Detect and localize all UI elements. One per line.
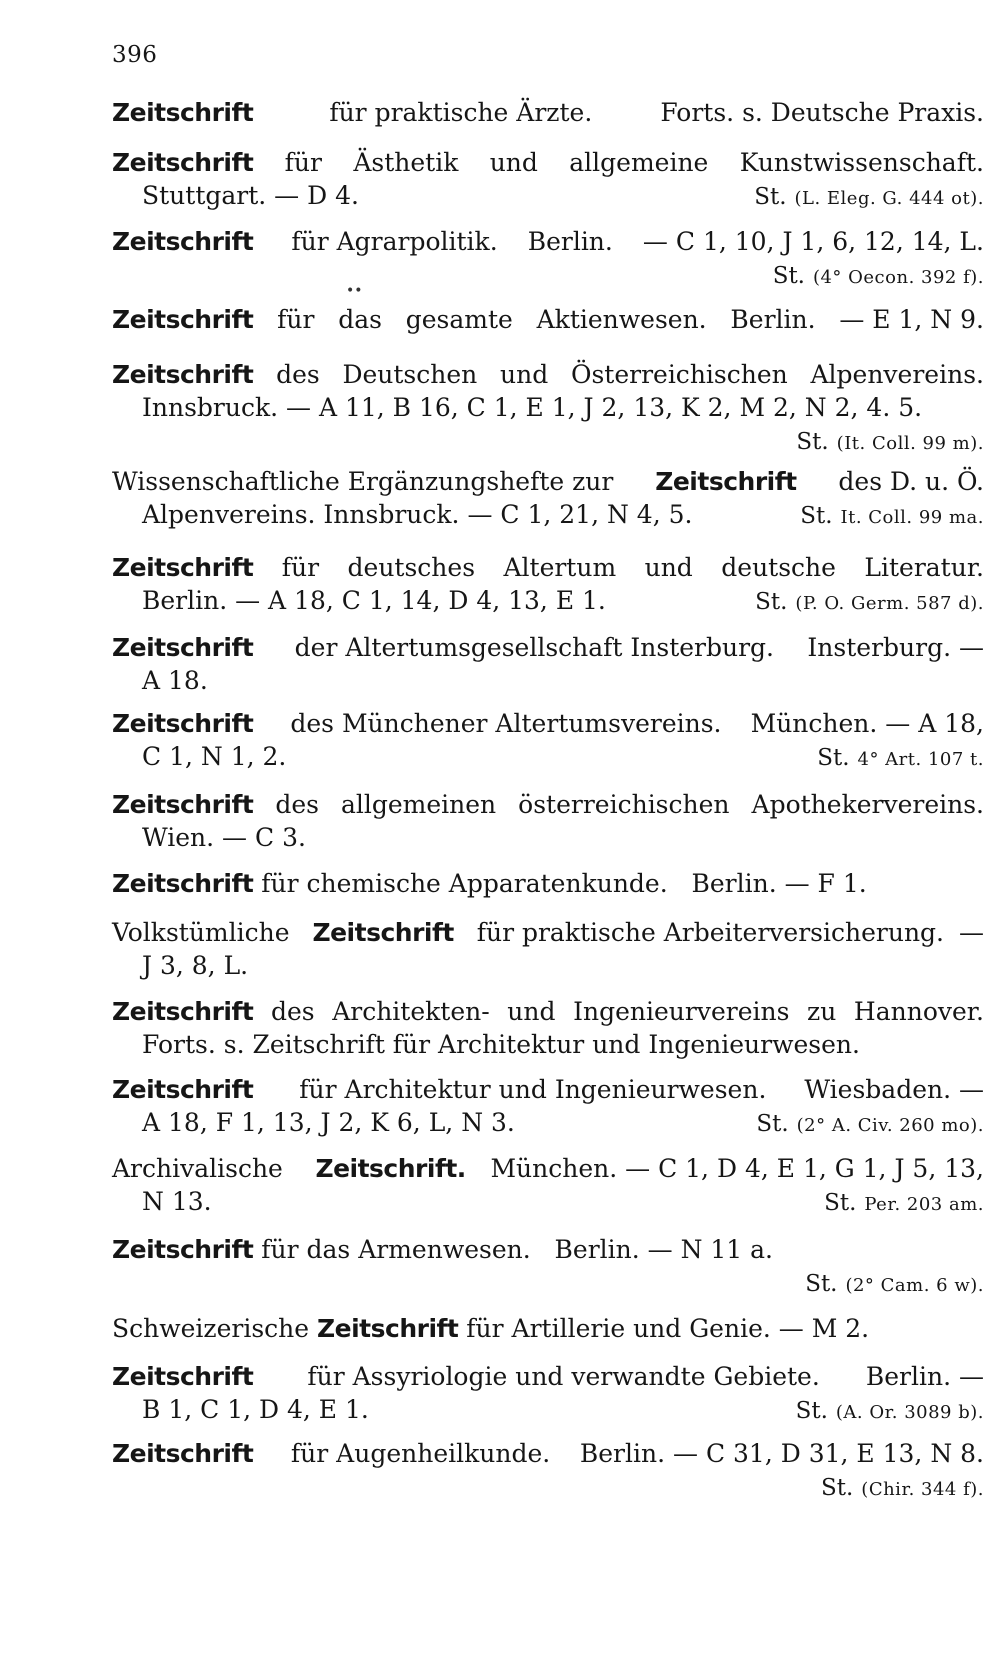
shelfmark-label: St. [756, 1111, 789, 1137]
entry-line-text [142, 1106, 515, 1142]
entry-text: für praktische Ärzte. [321, 98, 593, 127]
entry-line [112, 631, 984, 664]
keyword-zeitschrift: Zeitschrift [112, 790, 254, 819]
keyword-zeitschrift: Zeitschrift [112, 997, 254, 1026]
entry-text: Ästhetik [353, 148, 459, 177]
keyword-zeitschrift: Zeitschrift [112, 98, 254, 127]
entry-line-text [112, 1233, 773, 1266]
entry-line-text [112, 867, 867, 900]
entry-line [112, 740, 984, 776]
keyword-zeitschrift: Zeitschrift [112, 360, 254, 389]
entry-line-text [142, 949, 248, 982]
shelfmark-location: It. Coll. 99 ma. [840, 507, 984, 528]
keyword-zeitschrift: Zeitschrift [112, 227, 254, 256]
catalog-entry [112, 1233, 984, 1302]
entry-line [112, 498, 984, 534]
entry-text: Insterburg. — [807, 633, 984, 662]
keyword-zeitschrift: Zeitschrift [112, 1362, 254, 1391]
entry-text: des [276, 360, 320, 389]
shelfmark-location: (It. Coll. 99 m). [836, 433, 984, 454]
entry-line [112, 465, 984, 498]
entry-text: Kunstwissenschaft. [739, 148, 984, 177]
entry-text: zu [807, 997, 837, 1026]
catalog-entry [112, 631, 984, 697]
shelfmark [800, 498, 984, 534]
shelfmark-label: St. [824, 1190, 857, 1216]
entry-text: das [338, 305, 382, 334]
catalog-entry [112, 96, 984, 129]
shelfmark [796, 1393, 984, 1429]
shelfmark-location: (4° Oecon. 392 f). [812, 267, 984, 288]
entry-line-text [142, 821, 306, 854]
catalog-entry [112, 358, 984, 460]
entry-line-text [142, 1185, 212, 1221]
entry-line [112, 179, 984, 215]
entry-line [112, 949, 984, 982]
entry-text: für Assyriologie und verwandte Gebiete. [299, 1362, 820, 1391]
entry-text: allgemeinen [340, 790, 497, 819]
entry-text: und [644, 553, 693, 582]
entry-text: Innsbruck. — A 11, B 16, C 1, E 1, J 2, 13, K 2, M 2, N 2, 4. 5. [142, 393, 923, 422]
entry-text: B 1, C 1, D 4, E 1. [142, 1395, 369, 1424]
entry-line [112, 916, 984, 949]
entry-text: und [500, 360, 549, 389]
entry-text: allgemeine [569, 148, 709, 177]
entry-line [112, 551, 984, 584]
shelfmark-label: St. [755, 589, 788, 615]
entry-text: deutsches [347, 553, 476, 582]
shelfmark-location: (P. O. Germ. 587 d). [795, 593, 984, 614]
shelfmark-label: St. [800, 503, 833, 529]
entry-line [112, 867, 984, 900]
catalog-entry [112, 867, 984, 900]
entry-text: — E 1, N 9. [839, 305, 984, 334]
entry-line-text [142, 498, 692, 534]
entry-text: deutsche [721, 553, 836, 582]
keyword-zeitschrift: Zeitschrift [112, 305, 254, 334]
keyword-zeitschrift: Zeitschrift [312, 918, 454, 947]
shelfmark-label: St. [796, 429, 829, 455]
catalog-entry [112, 916, 984, 982]
shelfmark-label: St. [754, 184, 787, 210]
shelfmark-label: St. [821, 1475, 854, 1501]
asterisk-mark: •• [346, 283, 363, 299]
entry-text: Stuttgart. — D 4. [142, 181, 359, 210]
entry-line [112, 664, 984, 697]
keyword-zeitschrift: Zeitschrift [112, 869, 254, 898]
entry-text: für Artillerie und Genie. — M 2. [458, 1314, 870, 1343]
entry-line [112, 391, 984, 424]
entry-text: Altertum [503, 553, 617, 582]
entry-text: Architekten- [332, 997, 490, 1026]
entry-text: für Agrarpolitik. [283, 227, 498, 256]
entry-text: A 18. [142, 666, 208, 695]
catalog-entry [112, 1152, 984, 1221]
catalog-entry [112, 1312, 984, 1345]
entry-text: des [270, 997, 315, 1026]
entry-text: Literatur. [864, 553, 984, 582]
shelfmark [821, 1470, 984, 1506]
entry-text: C 1, N 1, 2. [142, 742, 287, 771]
entry-text: Schweizerische [112, 1314, 318, 1343]
entry-text: für Architektur und Ingenieurwesen. [291, 1075, 767, 1104]
entry-text: J 3, 8, L. [142, 951, 249, 980]
entry-line [112, 96, 984, 129]
entry-text: A 18, F 1, 13, J 2, K 6, L, N 3. [142, 1108, 515, 1137]
entry-text: Berlin. — A 18, C 1, 14, D 4, 13, E 1. [142, 586, 606, 615]
entry-line-text [112, 1312, 869, 1345]
entry-line [112, 1152, 984, 1185]
entry-text: gesamte [405, 305, 513, 334]
entry-line [112, 1360, 984, 1393]
keyword-zeitschrift: Zeitschrift [112, 633, 254, 662]
entry-text: für chemische Apparatenkunde. Berlin. — F 1. [253, 869, 867, 898]
entry-line [112, 1073, 984, 1106]
entry-text: für praktische Arbeiterversicherung. [468, 918, 944, 947]
catalog-entry [112, 465, 984, 534]
entry-line [112, 1185, 984, 1221]
entry-text: Ingenieurvereins [573, 997, 790, 1026]
entry-text: und [507, 997, 556, 1026]
keyword-zeitschrift: Zeitschrift [112, 148, 254, 177]
shelfmark-location: (2° A. Civ. 260 mo). [796, 1115, 984, 1136]
entry-text: des Münchener Altertumsvereins. [282, 709, 722, 738]
catalog-entry [112, 303, 984, 336]
entry-text: Wissenschaftliche Ergänzungshefte zur [112, 467, 622, 496]
entry-text: für Augenheilkunde. [282, 1439, 551, 1468]
keyword-zeitschrift: Zeitschrift [112, 1439, 254, 1468]
entry-text: Wien. — C 3. [142, 823, 306, 852]
shelfmark [756, 1106, 984, 1142]
entry-line-text [142, 179, 359, 215]
entry-line [112, 788, 984, 821]
entry-text: München. — C 1, D 4, E 1, G 1, J 5, 13, [490, 1154, 984, 1183]
entry-text: Forts. s. Deutsche Praxis. [660, 98, 984, 127]
entry-line-text [142, 391, 922, 424]
entry-text: des D. u. Ö. [830, 467, 984, 496]
catalog-entry [112, 707, 984, 776]
shelfmark-label: St. [817, 745, 850, 771]
shelfmark-location: 4° Art. 107 t. [857, 749, 984, 770]
entry-line [112, 1028, 984, 1061]
entry-text: für [281, 553, 320, 582]
entry-line [112, 303, 984, 336]
entry-line [112, 1266, 984, 1302]
keyword-zeitschrift: Zeitschrift [112, 709, 254, 738]
page-number: 396 [112, 42, 158, 68]
entry-text: für das Armenwesen. Berlin. — N 11 a. [253, 1235, 774, 1264]
entry-line [112, 225, 984, 258]
catalog-entry [112, 1073, 984, 1142]
entry-text: Apothekervereins. [751, 790, 984, 819]
entry-text: Berlin. — C 31, D 31, E 13, N 8. [579, 1439, 984, 1468]
shelfmark-location: (2° Cam. 6 w). [845, 1275, 984, 1296]
catalog-entry [112, 995, 984, 1061]
catalog-entry [112, 1437, 984, 1506]
entry-text: der Altertumsgesellschaft Insterburg. [286, 633, 775, 662]
entry-text: München. — A 18, [750, 709, 984, 738]
catalog-entry [112, 146, 984, 215]
shelfmark [796, 424, 984, 460]
entry-line [112, 1312, 984, 1345]
entry-line-text [142, 584, 606, 620]
shelfmark [773, 258, 984, 294]
entry-line [112, 1470, 984, 1506]
entry-line [112, 424, 984, 460]
entry-text: Volkstümliche [112, 918, 298, 947]
entry-line-text [142, 1393, 369, 1429]
entry-line [112, 584, 984, 620]
entry-text: österreichischen [518, 790, 730, 819]
keyword-zeitschrift: Zeitschrift. [315, 1154, 466, 1183]
entry-text: — [958, 918, 984, 947]
entry-text: des [275, 790, 319, 819]
entry-text: Österreichischen [570, 360, 788, 389]
catalog-entry [112, 551, 984, 620]
keyword-zeitschrift: Zeitschrift [112, 1075, 254, 1104]
shelfmark [817, 740, 984, 776]
entry-text: Forts. s. Zeitschrift für Architektur und Ingenieurwesen. [142, 1030, 860, 1059]
shelfmark-location: (A. Or. 3089 b). [835, 1402, 984, 1423]
shelfmark [805, 1266, 984, 1302]
shelfmark-label: St. [795, 1398, 828, 1424]
entry-line [112, 258, 984, 294]
shelfmark-location: (L. Eleg. G. 444 ot). [794, 188, 984, 209]
entry-text: Archivalische [112, 1154, 291, 1183]
entry-line [112, 358, 984, 391]
shelfmark [824, 1185, 984, 1221]
keyword-zeitschrift: Zeitschrift [317, 1314, 459, 1343]
entry-line [112, 995, 984, 1028]
entry-line-text [142, 664, 208, 697]
keyword-zeitschrift: Zeitschrift [112, 1235, 254, 1264]
entry-text: Wiesbaden. — [804, 1075, 984, 1104]
shelfmark [754, 179, 984, 215]
entry-line [112, 1233, 984, 1266]
entry-text: Aktienwesen. [536, 305, 707, 334]
shelfmark-label: St. [772, 263, 805, 289]
entry-line-text [142, 740, 286, 776]
entry-text: — C 1, 10, J 1, 6, 12, 14, L. [642, 227, 984, 256]
entry-line [112, 1393, 984, 1429]
entry-text: Hannover. [853, 997, 984, 1026]
entry-line [112, 821, 984, 854]
catalog-entry [112, 788, 984, 854]
entry-text: Berlin. — [865, 1362, 984, 1391]
entry-line [112, 707, 984, 740]
catalog-entry [112, 1360, 984, 1429]
entry-line [112, 1437, 984, 1470]
entry-line-text [142, 1028, 860, 1061]
entry-line [112, 146, 984, 179]
entry-text: Alpenvereins. Innsbruck. — C 1, 21, N 4, 5. [142, 500, 693, 529]
keyword-zeitschrift: Zeitschrift [655, 467, 797, 496]
catalog-entry [112, 225, 984, 294]
entry-text: N 13. [142, 1187, 212, 1216]
entry-text: Alpenvereins. [810, 360, 984, 389]
entry-text: für [284, 148, 322, 177]
shelfmark-label: St. [805, 1271, 838, 1297]
shelfmark-location: Per. 203 am. [864, 1194, 984, 1215]
shelfmark-location: (Chir. 344 f). [861, 1479, 984, 1500]
keyword-zeitschrift: Zeitschrift [112, 553, 254, 582]
entry-text: und [489, 148, 538, 177]
entry-text: Berlin. [730, 305, 816, 334]
entry-line [112, 1106, 984, 1142]
entry-text: Berlin. [527, 227, 613, 256]
entry-text: Deutschen [342, 360, 478, 389]
shelfmark [755, 584, 984, 620]
entry-text: für [277, 305, 315, 334]
